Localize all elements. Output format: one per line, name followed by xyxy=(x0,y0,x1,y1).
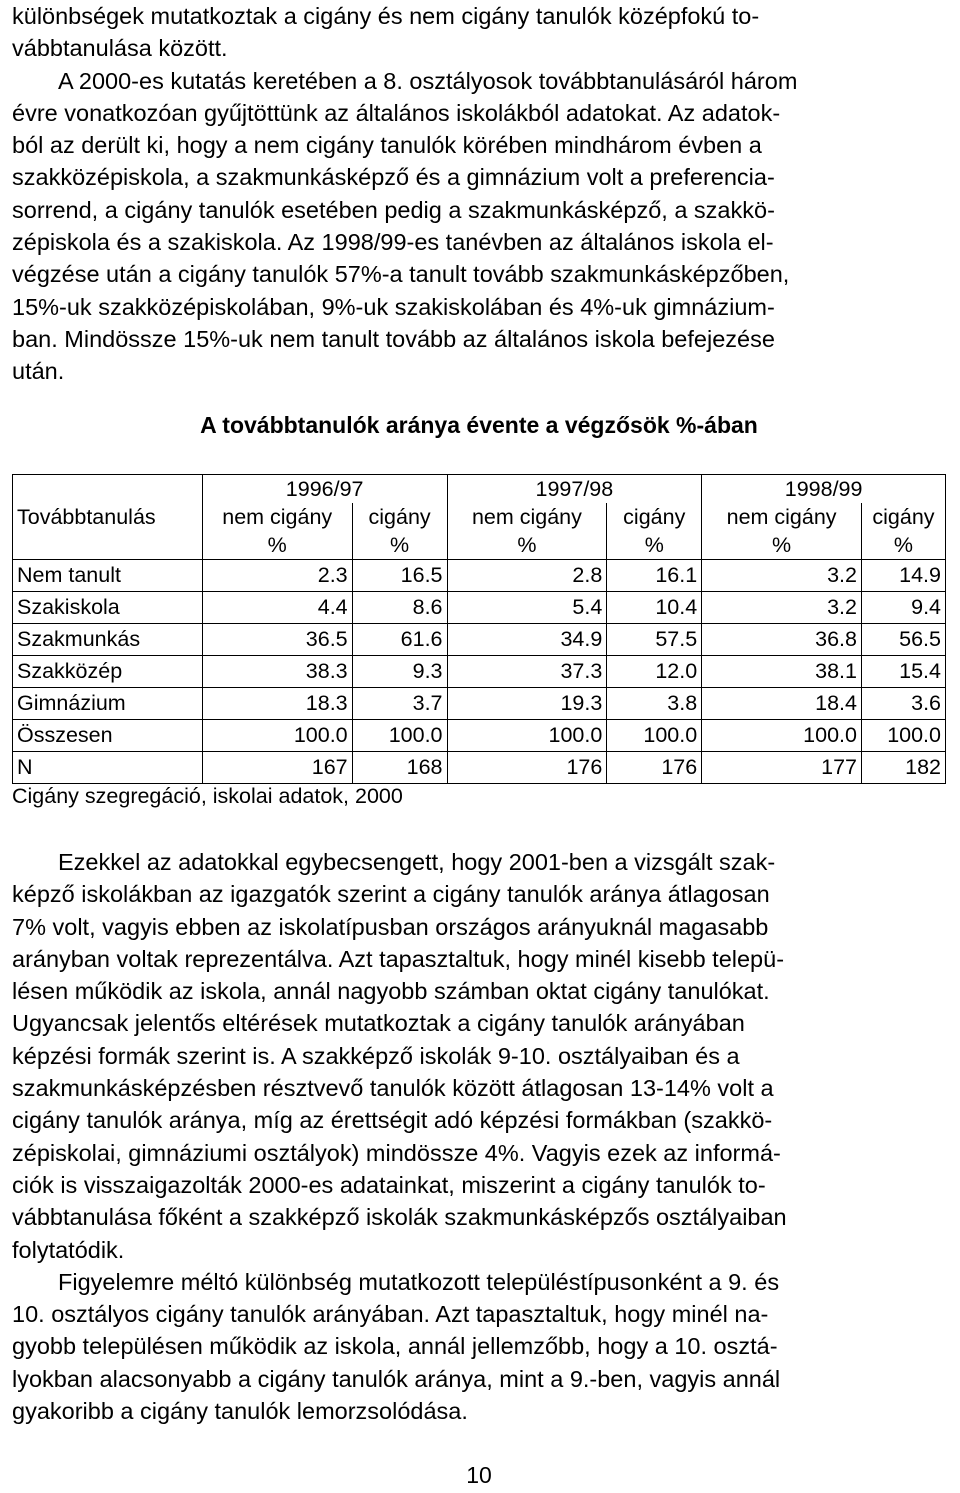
unit-label: % xyxy=(447,531,607,560)
table-cell: 15.4 xyxy=(861,656,945,688)
intro-paragraph xyxy=(12,0,797,388)
table-cell: 16.5 xyxy=(352,560,447,592)
table-row xyxy=(13,560,946,592)
row-header-label: Továbbtanulás xyxy=(13,503,203,531)
text-line: Figyelemre méltó különbség mutatkozott településtípusonként a 9. és xyxy=(58,1268,780,1295)
year-header: 1998/99 xyxy=(702,475,946,504)
table-cell: 36.8 xyxy=(702,624,862,656)
table-cell: 3.7 xyxy=(352,688,447,720)
text-line: gyobb településen működik az iskola, annál jellemzőbb, hogy a 10. osztá- xyxy=(12,1333,778,1360)
unit-label: % xyxy=(607,531,702,560)
data-table xyxy=(12,474,946,784)
header-cell xyxy=(13,475,203,504)
table-cell: 3.6 xyxy=(861,688,945,720)
table-cell: 57.5 xyxy=(607,624,702,656)
table-cell: 5.4 xyxy=(447,592,607,624)
year-header: 1997/98 xyxy=(447,475,702,504)
unit-label: % xyxy=(352,531,447,560)
table-cell: 9.4 xyxy=(861,592,945,624)
table-body xyxy=(13,560,946,784)
text-line: cigány tanulók aránya, míg az érettségit adó képzési formákban (szakkö- xyxy=(12,1107,773,1134)
text-line: képzési formák szerint is. A szakképző iskolák 9-10. osztályaiban és a xyxy=(12,1042,740,1069)
table-cell: 2.3 xyxy=(202,560,352,592)
table-cell: 176 xyxy=(607,752,702,784)
text-line: arányban voltak reprezentálva. Azt tapasztaltuk, hogy minél kisebb telepü- xyxy=(12,945,785,972)
table-cell: 36.5 xyxy=(202,624,352,656)
table-cell: 61.6 xyxy=(352,624,447,656)
table-cell: 100.0 xyxy=(861,720,945,752)
text-line: folytatódik. xyxy=(12,1236,125,1263)
text-line: szakmunkásképzésben résztvevő tanulók között átlagosan 13-14% volt a xyxy=(12,1075,774,1102)
table-row xyxy=(13,752,946,784)
table-cell: 167 xyxy=(202,752,352,784)
text-line: ban. Mindössze 15%-uk nem tanult tovább az általános iskola befejezése xyxy=(12,325,775,352)
table-cell: 3.2 xyxy=(702,560,862,592)
table-cell: 8.6 xyxy=(352,592,447,624)
header-cell xyxy=(13,531,203,560)
text-line: képző iskolákban az igazgatók szerint a cigány tanulók aránya átlagosan xyxy=(12,881,770,908)
page-number: 10 xyxy=(466,1462,492,1488)
unit-label: % xyxy=(702,531,862,560)
subcol-header: nem cigány xyxy=(447,503,607,531)
table-cell: 16.1 xyxy=(607,560,702,592)
text-line: Ugyancsak jelentős eltérések mutatkoztak a cigány tanulók arányában xyxy=(12,1010,745,1037)
text-line: Ezekkel az adatokkal egybecsengett, hogy 2001-ben a vizsgált szak- xyxy=(58,849,776,875)
text-line: végzése után a cigány tanulók 57%-a tanult tovább szakmunkásképzőben, xyxy=(12,261,790,288)
table-cell: 12.0 xyxy=(607,656,702,688)
subcol-header: nem cigány xyxy=(202,503,352,531)
unit-label: % xyxy=(202,531,352,560)
text-line: 15%-uk szakközépiskolában, 9%-uk szakiskolában és 4%-uk gimnázium- xyxy=(12,293,775,320)
table-source: Cigány szegregáció, iskolai adatok, 2000 xyxy=(12,784,403,808)
text-line: zépiskolai, gimnáziumi osztályok) mindössze 4%. Vagyis ezek az informá- xyxy=(12,1139,781,1166)
text-line: ból az derült ki, hogy a nem cigány tanulók körében mindhárom évben a xyxy=(12,132,762,159)
row-label: Szakiskola xyxy=(13,592,203,624)
table-cell: 3.8 xyxy=(607,688,702,720)
table-row xyxy=(13,592,946,624)
table-cell: 100.0 xyxy=(447,720,607,752)
text-line: A 2000-es kutatás keretében a 8. osztályosok továbbtanulásáról három xyxy=(58,67,798,94)
subcol-header: cigány xyxy=(861,503,945,531)
table-title: A továbbtanulók aránya évente a végzősök %-ában xyxy=(200,412,758,438)
table-cell: 100.0 xyxy=(352,720,447,752)
text-line: sorrend, a cigány tanulók esetében pedig a szakmunkásképző, a szakkö- xyxy=(12,196,775,223)
table-row xyxy=(13,624,946,656)
table-cell: 4.4 xyxy=(202,592,352,624)
text-line: különbségek mutatkoztak a cigány és nem cigány tanulók középfokú to- xyxy=(12,3,760,29)
text-line: 7% volt, vagyis ebben az iskolatípusban országos arányuknál magasabb xyxy=(12,913,769,940)
table-row xyxy=(13,688,946,720)
table-cell: 38.3 xyxy=(202,656,352,688)
row-label: Szakmunkás xyxy=(13,624,203,656)
table-cell: 100.0 xyxy=(202,720,352,752)
table-cell: 3.2 xyxy=(702,592,862,624)
table-cell: 18.3 xyxy=(202,688,352,720)
text-line: zépiskola és a szakiskola. Az 1998/99-es tanévben az általános iskola el- xyxy=(12,229,774,256)
table-cell: 2.8 xyxy=(447,560,607,592)
row-label: Nem tanult xyxy=(13,560,203,592)
year-header: 1996/97 xyxy=(202,475,447,504)
table-cell: 19.3 xyxy=(447,688,607,720)
subcol-header: nem cigány xyxy=(702,503,862,531)
text-line: szakközépiskola, a szakmunkásképző és a gimnázium volt a preferencia- xyxy=(12,164,775,191)
body-paragraphs xyxy=(12,846,787,1427)
text-line: vábbtanulása között. xyxy=(12,35,228,62)
text-line: 10. osztályos cigány tanulók arányában. Azt tapasztaltuk, hogy minél na- xyxy=(12,1301,769,1328)
row-label: N xyxy=(13,752,203,784)
table-cell: 182 xyxy=(861,752,945,784)
table-cell: 100.0 xyxy=(607,720,702,752)
row-label: Gimnázium xyxy=(13,688,203,720)
row-label: Összesen xyxy=(13,720,203,752)
table-cell: 37.3 xyxy=(447,656,607,688)
table-cell: 18.4 xyxy=(702,688,862,720)
table-cell: 168 xyxy=(352,752,447,784)
text-line: lésen működik az iskola, annál nagyobb számban oktat cigány tanulókat. xyxy=(12,978,770,1005)
table-cell: 10.4 xyxy=(607,592,702,624)
text-line: lyokban alacsonyabb a cigány tanulók aránya, mint a 9.-ben, vagyis annál xyxy=(12,1365,781,1392)
text-line: évre vonatkozóan gyűjtöttünk az általános iskolákból adatokat. Az adatok- xyxy=(12,99,781,126)
table-cell: 100.0 xyxy=(702,720,862,752)
table-cell: 176 xyxy=(447,752,607,784)
table-cell: 14.9 xyxy=(861,560,945,592)
text-line: ciók is visszaigazolták 2000-es adatainkat, miszerint a cigány tanulók to- xyxy=(12,1171,766,1198)
table-cell: 177 xyxy=(702,752,862,784)
table-cell: 56.5 xyxy=(861,624,945,656)
subcol-header: cigány xyxy=(607,503,702,531)
table-cell: 9.3 xyxy=(352,656,447,688)
row-label: Szakközép xyxy=(13,656,203,688)
table-cell: 38.1 xyxy=(702,656,862,688)
table-cell: 34.9 xyxy=(447,624,607,656)
table-row xyxy=(13,720,946,752)
table-row xyxy=(13,656,946,688)
text-line: gyakoribb a cigány tanulók lemorzsolódása. xyxy=(12,1398,468,1425)
text-line: vábbtanulása főként a szakképző iskolák szakmunkásképzős osztályaiban xyxy=(12,1204,787,1231)
unit-label: % xyxy=(861,531,945,560)
subcol-header: cigány xyxy=(352,503,447,531)
text-line: után. xyxy=(12,358,65,385)
